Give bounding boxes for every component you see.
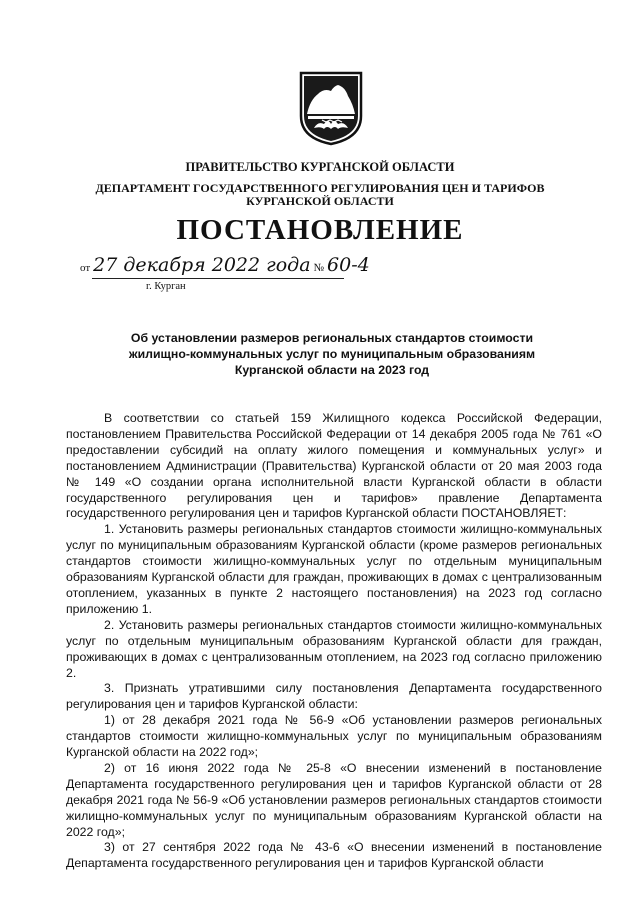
city-label: г. Курган [146,281,186,292]
document-type-title: ПОСТАНОВЛЕНИЕ [176,214,464,246]
clause-2: 2. Установить размеры региональных стандартов стоимости жилищно-коммунальных услуг по отдельным муниципальным образованиям Курганской области для граждан, проживающих в домах с централизованным отоплением, на 2023 год согласно приложению 2. [66,617,602,680]
coat-of-arms-emblem [298,70,364,146]
handwritten-number: 60-4 [327,254,370,276]
clause-1: 1. Установить размеры региональных стандартов стоимости жилищно-коммунальных услуг по муниципальным образованиям Курганской области (кроме размеров региональных стандартов стоимости жилищно-коммунальных услуг по отдельным муниципальным образованиям Курганской области для граждан, проживающих в домах с централизованным отоплением, указанных в пункте 2 настоящего постановления) на 2023 год согласно приложению 1. [66,522,602,616]
clause-3-subitem-2: 2) от 16 июня 2022 года № 25-8 «О внесении изменений в постановление Департамента государственного регулирования цен и тарифов Курганской области от 28 декабря 2021 года № 56-9 «Об установлении размеров региональных стандартов стоимости жилищно-коммунальных услуг по муниципальным образованиям Курганской области на 2022 год»; [66,760,602,839]
clause-3-subitem-3: 3) от 27 сентября 2022 года № 43-6 «О внесении изменений в постановление Департамента государственного регулирования цен и тарифов Курганской области [66,840,602,871]
clause-3-subitem-1: 1) от 28 декабря 2021 года № 56-9 «Об установлении размеров региональных стандартов стоимости жилищно-коммунальных услуг по муниципальным образованиям Курганской области на 2022 год»; [66,713,602,760]
subject-line1: Об установлении размеров региональных стандартов стоимости [130,331,534,345]
date-number-line [80,254,370,276]
department-name-line2: КУРГАНСКОЙ ОБЛАСТИ [246,194,394,208]
subject-line3: Курганской области на 2023 год [234,363,430,377]
department-name [0,182,640,208]
document-subject [112,330,552,378]
from-label: от [80,262,91,274]
clause-3: 3. Признать утратившими силу постановления Департамента государственного регулирования цен и тарифов Курганской области: [66,681,602,712]
date-underline [92,278,344,279]
government-name: ПРАВИТЕЛЬСТВО КУРГАНСКОЙ ОБЛАСТИ [185,160,455,174]
subject-line2: жилищно-коммунальных услуг по муниципальным образованиям [128,347,536,361]
preamble-paragraph: В соответствии со статьей 159 Жилищного кодекса Российской Федерации, постановлением Правительства Российской Федерации от 14 декабря 2005 года № 761 «О предоставлении субсидий на оплату жилого помещения и коммунальных услуг» и постановлением Администрации (Правительства) Курганской области от 20 мая 2003 года № 149 «О создании органа исполнительной власти Курганской области в области государственного регулирования цен и тарифов» правление Департамента государственного регулирования цен и тарифов Курганской области ПОСТАНОВЛЯЕТ: [66,411,602,521]
document-body [66,411,602,872]
handwritten-date: 27 декабря 2022 года [93,254,311,276]
department-name-line1: ДЕПАРТАМЕНТ ГОСУДАРСТВЕННОГО РЕГУЛИРОВАНИЯ ЦЕН И ТАРИФОВ [95,181,545,195]
number-label: № [313,262,325,274]
